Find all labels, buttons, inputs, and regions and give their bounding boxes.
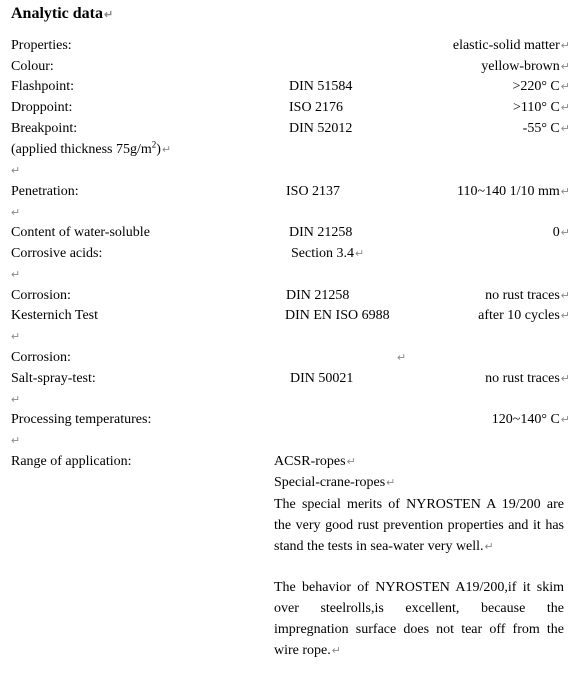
penetration-label: Penetration: — [11, 184, 79, 199]
page-title: Analytic data↵ — [11, 5, 114, 22]
paragraph-mark: ↵ — [11, 165, 21, 177]
application-paragraph-merits: The special merits of NYROSTEN A 19/200 are the very good rust prevention properties and it has stand the tests in sea-water very well.↵ — [274, 497, 564, 554]
kesternich-value: after 10 cycles↵ — [478, 308, 570, 323]
penetration-value: 110~140 1/10 mm↵ — [457, 184, 570, 199]
kesternich-label: Kesternich Test — [11, 308, 99, 323]
application-label: Range of application: — [11, 454, 132, 469]
penetration-method: ISO 2137 — [286, 184, 341, 199]
breakpoint-value: -55° C↵ — [522, 121, 570, 136]
kesternich-method: DIN EN ISO 6988 — [285, 308, 390, 323]
droppoint-value: >110° C↵ — [512, 100, 570, 115]
application-item-acsr: ACSR-ropes↵ — [274, 454, 356, 469]
water-soluble-value: 0↵ — [552, 225, 570, 240]
properties-value: elastic-solid matter↵ — [452, 38, 570, 53]
processing-label: Processing temperatures: — [11, 412, 152, 427]
corrosion-value: no rust traces↵ — [485, 288, 570, 303]
breakpoint-label: Breakpoint: — [11, 121, 78, 136]
salt-spray-method: DIN 50021 — [290, 371, 354, 386]
colour-value: yellow-brown↵ — [481, 59, 570, 74]
corrosion-method: DIN 21258 — [286, 288, 350, 303]
paragraph-mark: ↵ — [11, 331, 21, 343]
corrosion-2-label: Corrosion: — [11, 350, 71, 365]
corrosive-acids-method: Section 3.4↵ — [291, 246, 365, 261]
paragraph-mark: ↵ — [11, 269, 21, 281]
applied-thickness-note: (applied thickness $75g/m^2)↵$ — [11, 139, 172, 157]
salt-spray-value: no rust traces↵ — [485, 371, 570, 386]
processing-value: 120~140° C↵ — [491, 412, 570, 427]
corrosion-label: Corrosion: — [11, 288, 71, 303]
colour-label: Colour: — [11, 59, 54, 74]
properties-label: Properties: — [11, 38, 72, 53]
flashpoint-method: DIN 51584 — [289, 79, 353, 94]
water-soluble-label: Content of water-soluble — [11, 225, 150, 240]
salt-spray-label: Salt-spray-test: — [11, 371, 96, 386]
droppoint-label: Droppoint: — [11, 100, 73, 115]
application-paragraph-behavior: The behavior of NYROSTEN A19/200,if it skim over steelrolls,is excellent, because the impregnation surface does not tear off from the wire rope.↵ — [274, 580, 564, 658]
paragraph-mark: ↵ — [11, 394, 21, 406]
breakpoint-method: DIN 52012 — [289, 121, 353, 136]
application-item-crane: Special-crane-ropes↵ — [274, 475, 396, 490]
paragraph-mark: ↵ — [397, 352, 407, 364]
flashpoint-value: >220° C↵ — [512, 79, 570, 94]
paragraph-mark: ↵ — [11, 207, 21, 219]
droppoint-method: ISO 2176 — [289, 100, 344, 115]
paragraph-mark: ↵ — [11, 435, 21, 447]
corrosive-acids-label: Corrosive acids: — [11, 246, 103, 261]
flashpoint-label: Flashpoint: — [11, 79, 75, 94]
water-soluble-method: DIN 21258 — [289, 225, 353, 240]
